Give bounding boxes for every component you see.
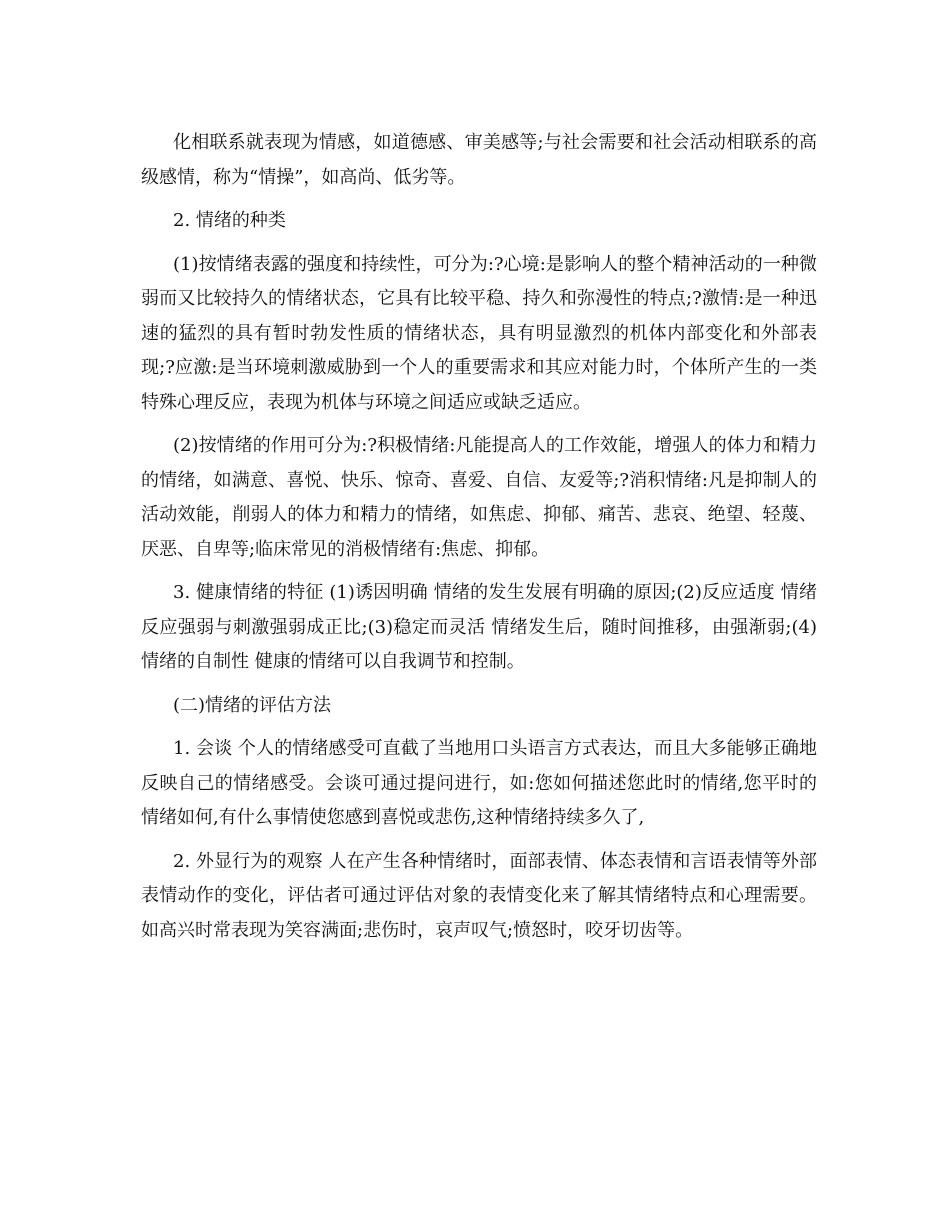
paragraph-types-by-intensity: (1)按情绪表露的强度和持续性，可分为:?心境:是影响人的整个精神活动的一种微弱而又比较持久的情绪状态，它具有比较平稳、持久和弥漫性的特点;?激情:是一种迅速的猛烈的具有暂时勃发性质的情绪状态，具有明显激烈的机体内部变化和外部表现;?应激:是当环境刺激威胁到一个人的重要需求和其应对能力时，个体所产生的一类特殊心理反应，表现为机体与环境之间适应或缺乏适应。 <box>141 253 817 413</box>
paragraph-emotion-definition: 化相联系就表现为情感，如道德感、审美感等;与社会需要和社会活动相联系的高级感情，称为“情操”，如高尚、低劣等。 <box>141 132 817 188</box>
paragraph-interview-method: 1. 会谈 个人的情绪感受可直截了当地用口头语言方式表达，而且大多能够正确地反映自己的情绪感受。会谈可通过提问进行，如:您如何描述您此时的情绪,您平时的情绪如何,有什么事情使您感到喜悦或悲伤,这种情绪持续多久了, <box>141 738 817 828</box>
heading-emotion-types: 2. 情绪的种类 <box>173 210 286 231</box>
paragraph-types-by-function: (2)按情绪的作用可分为:?积极情绪:凡能提高人的工作效能，增强人的体力和精力的情绪，如满意、喜悦、快乐、惊奇、喜爱、自信、友爱等;?消积情绪:凡是抑制人的活动效能，削弱人的体力和精力的情绪，如焦虑、抑郁、痛苦、悲哀、绝望、轻蔑、厌恶、自卑等;临床常见的消极情绪有:焦虑、抑郁。 <box>141 435 817 560</box>
heading-assessment-methods: (二)情绪的评估方法 <box>173 694 332 716</box>
document-body <box>141 126 817 957</box>
paragraph-healthy-emotion-features: 3. 健康情绪的特征 (1)诱因明确 情绪的发生发展有明确的原因;(2)反应适度 情绪反应强弱与刺激强弱成正比;(3)稳定而灵活 情绪发生后，随时间推移，由强渐弱;(4)情绪的自制性 健康的情绪可以自我调节和控制。 <box>141 582 817 672</box>
paragraph-behavior-observation: 2. 外显行为的观察 人在产生各种情绪时，面部表情、体态表情和言语表情等外部表情动作的变化，评估者可通过评估对象的表情变化来了解其情绪特点和心理需要。如高兴时常表现为笑容满面;悲伤时，哀声叹气;愤怒时，咬牙切齿等。 <box>141 850 817 941</box>
